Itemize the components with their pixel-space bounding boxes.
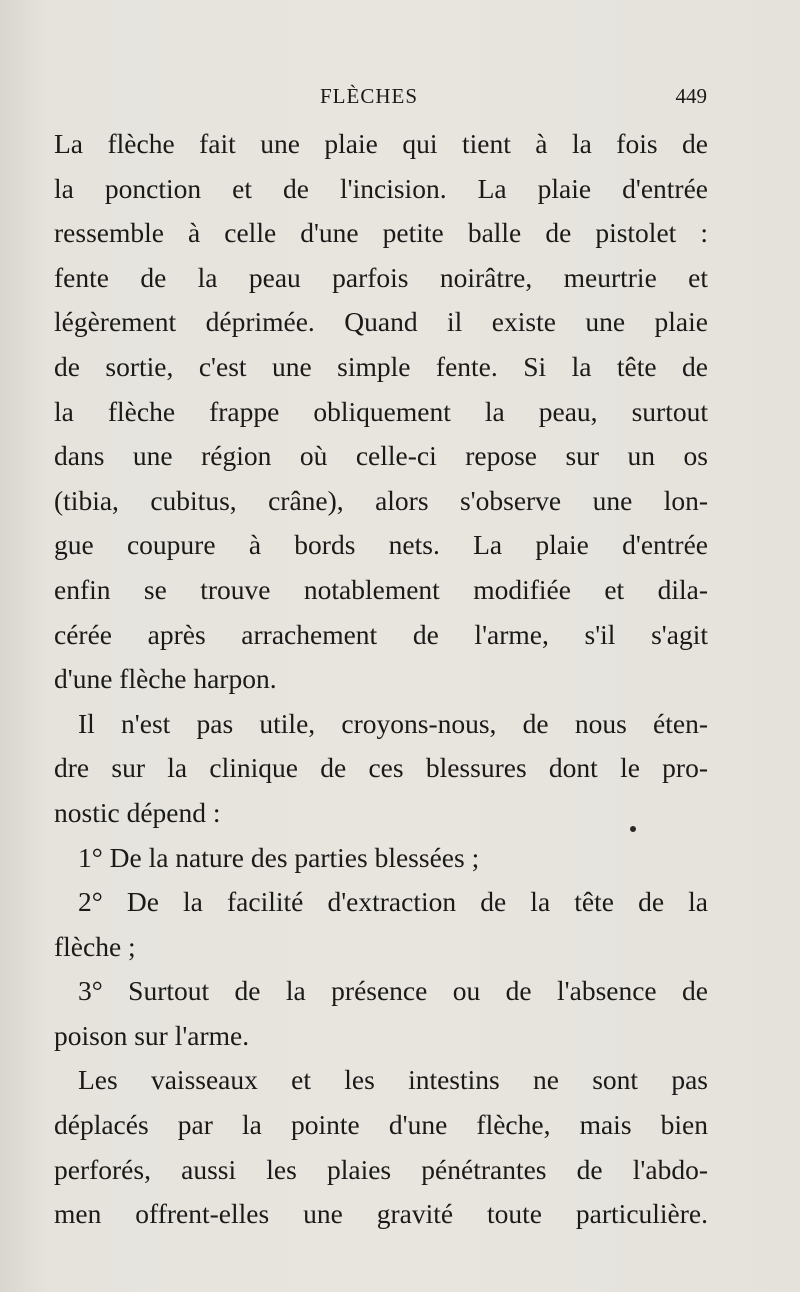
text-line: fente de la peau parfois noirâtre, meurtrie et <box>54 261 708 293</box>
page-header <box>0 84 800 114</box>
text-line: enfin se trouve notablement modifiée et dila- <box>54 573 708 605</box>
text-line: la ponction et de l'incision. La plaie d'entrée <box>54 172 708 204</box>
text-line: 2° De la facilité d'extraction de la tête de la <box>78 886 708 918</box>
text-line: 1° De la nature des parties blessées ; <box>78 841 480 873</box>
text-line: men offrent-elles une gravité toute particulière. <box>54 1198 708 1230</box>
text-line: perforés, aussi les plaies pénétrantes de l'abdo- <box>54 1153 708 1185</box>
text-line: 3° Surtout de la présence ou de l'absence de <box>78 975 708 1007</box>
text-line: dre sur la clinique de ces blessures dont le pro- <box>54 752 708 784</box>
text-line: de sortie, c'est une simple fente. Si la tête de <box>54 350 708 382</box>
text-line: gue coupure à bords nets. La plaie d'entrée <box>54 529 708 561</box>
text-line: poison sur l'arme. <box>54 1019 250 1051</box>
text-line: légèrement déprimée. Quand il existe une plaie <box>54 306 708 338</box>
text-line: Les vaisseaux et les intestins ne sont pas <box>78 1064 708 1096</box>
text-line: d'une flèche harpon. <box>54 663 277 695</box>
ink-speck <box>630 826 636 832</box>
page-number: 449 <box>675 84 707 108</box>
text-line: ressemble à celle d'une petite balle de pistolet : <box>54 217 708 249</box>
text-line: déplacés par la pointe d'une flèche, mais bien <box>54 1109 708 1141</box>
body-text <box>54 122 708 1237</box>
text-line: nostic dépend : <box>54 796 221 828</box>
text-line: dans une région où celle-ci repose sur un os <box>54 440 708 472</box>
text-line: flèche ; <box>54 930 136 962</box>
text-line: cérée après arrachement de l'arme, s'il s'agit <box>54 618 708 650</box>
text-line: la flèche frappe obliquement la peau, surtout <box>54 395 708 427</box>
running-head: FLÈCHES <box>320 84 419 108</box>
text-line: La flèche fait une plaie qui tient à la fois de <box>54 128 708 159</box>
text-line: Il n'est pas utile, croyons-nous, de nous éten- <box>78 707 708 739</box>
text-line: (tibia, cubitus, crâne), alors s'observe une lon- <box>54 484 708 516</box>
